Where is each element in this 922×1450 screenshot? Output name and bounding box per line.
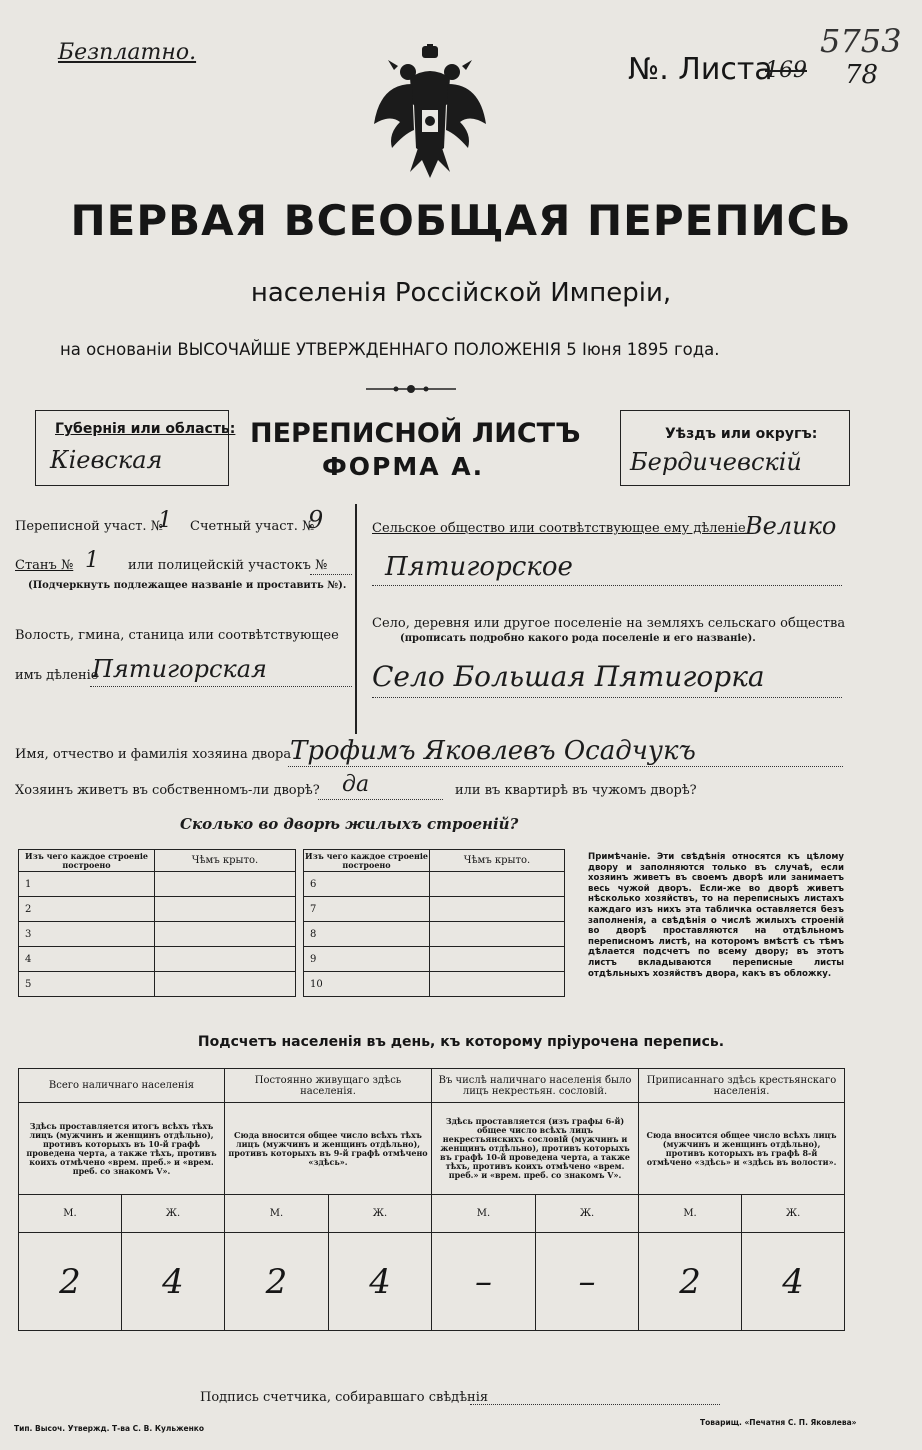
society-value-line [372,585,842,586]
count-area-value: 9 [308,506,324,534]
owner-name-label: Имя, отчество и фамилія хозяина двора [15,747,292,762]
building-row: 6 [304,872,430,897]
other-yard-label: или въ квартирѣ въ чужомъ дворѣ? [455,783,697,798]
form-name: ФОРМА А. [322,452,485,481]
building-row: 10 [304,972,430,997]
double-headed-eagle-icon [370,44,490,184]
permanent-male-count: 2 [225,1233,329,1331]
group-head-total: Всего наличнаго населенія [19,1069,225,1103]
subtitle: населенія Россійской Имперіи, [250,278,672,308]
group-desc-permanent: Сюда вносится общее число всѣхъ тѣхъ лицъ (мужчинъ и женщинъ отдѣльно), противъ которыхъ въ 9-й графѣ отмѣчено «здѣсь». [225,1103,432,1195]
own-yard-label: Хозяинъ живетъ въ собственномъ-ли дворѣ? [15,783,320,798]
sex-male-header: М. [225,1195,329,1233]
building-row: 4 [19,947,155,972]
village-label: Село, деревня или другое поселеніе на земляхъ сельскаго общества [372,616,846,631]
sex-female-header: Ж. [122,1195,225,1233]
volost-value: Пятигорская [92,655,267,683]
ornament-divider [366,383,456,395]
signature-label: Подпись счетчика, собиравшаго свѣдѣнія [200,1390,489,1405]
peasant-female-count: 4 [742,1233,845,1331]
non-peasant-male-count: – [432,1233,536,1331]
volost-label: Волость, гмина, станица или соотвѣтствующее [15,628,339,643]
total-male-count: 2 [19,1233,122,1331]
underline-note: (Подчеркнуть подлежащее названіе и проставить №). [28,580,347,591]
col-roof-header-2: Чѣмъ крыто. [430,850,565,872]
buildings-note: Примѣчаніе. Эти свѣдѣнія относятся къ цѣлому двору и заполняются только въ случаѣ, если хозяинъ живетъ въ своемъ дворѣ или занимаетъ весь чужой дворъ. Если-же во дворѣ живетъ нѣсколько хозяйствъ, то на переписныхъ листахъ каждаго изъ нихъ эта табличка оставляется безъ заполненія, а свѣдѣнія о числѣ жилыхъ строеній во дворѣ проставляются на отдѣльномъ переписномъ листѣ, на которомъ вмѣстѣ съ тѣмъ дѣлается подсчетъ по всему двору; въ этотъ листъ вкладываются переписные листы отдѣльныхъ хозяйствъ двора, какъ въ обложку. [588,852,844,979]
group-head-permanent: Постоянно живущаго здѣсь населенія. [225,1069,432,1103]
society-value-2: Пятигорское [385,552,573,582]
own-yard-value: да [342,772,370,797]
field-block-divider [355,504,357,734]
census-sheet-title: ПЕРЕПИСНОЙ ЛИСТЪ [250,418,581,449]
peasant-male-count: 2 [639,1233,742,1331]
guberniya-label: Губернія или область: [55,421,236,437]
uezd-label: Уѣздъ или округъ: [665,426,818,442]
village-value-line [372,697,842,698]
sex-male-header: М. [432,1195,536,1233]
police-value-line [310,574,352,575]
building-row: 3 [19,922,155,947]
population-table [18,1068,845,1331]
volost-value-line [90,686,352,687]
group-head-peasant: Приписаннаго здѣсь крестьянскаго населенія. [639,1069,845,1103]
stan-value: 1 [85,548,99,573]
sheet-number-label: №. Листа [628,52,773,87]
signature-line [470,1404,720,1405]
building-row: 9 [304,947,430,972]
count-area-label: Счетный участ. № [190,519,315,534]
decree-line: на основаніи ВЫСОЧАЙШЕ УТВЕРЖДЕННАГО ПОЛОЖЕНІЯ 5 Іюня 1895 года. [60,340,720,359]
volost-label-2: имъ дѣленіе [15,668,99,683]
group-desc-total: Здѣсь проставляется итогъ всѣхъ тѣхъ лицъ (мужчинъ и женщинъ отдѣльно), противъ которыхъ въ 10-й графѣ проведена черта, а также тѣхъ, противъ коихъ отмѣчено «врем. преб.» и «врем. преб. со знакомъ V». [19,1103,225,1195]
buildings-question: Сколько во дворѣ жилыхъ строеній? [180,815,519,833]
stan-label: Станъ № [15,558,74,573]
sex-female-header: Ж. [742,1195,845,1233]
sheet-number-crossed: 169 [765,58,807,83]
building-row: 2 [19,897,155,922]
village-value: Село Большая Пятигорка [372,660,765,693]
owner-name-line [288,766,843,767]
sex-male-header: М. [19,1195,122,1233]
society-label: Сельское общество или соотвѣтствующее ему дѣленіе [372,521,746,536]
sex-female-header: Ж. [536,1195,639,1233]
owner-name-value: Трофимъ Яковлевъ Осадчукъ [290,736,696,766]
building-row: 8 [304,922,430,947]
col-roof-header: Чѣмъ крыто. [155,850,296,872]
buildings-table-right [303,849,565,997]
census-area-label: Переписной участ. № [15,519,163,534]
col-material-header-2: Изъ чего каждое строеніе построено [305,850,428,870]
sex-female-header: Ж. [329,1195,432,1233]
group-desc-peasant: Сюда вносится общее число всѣхъ лицъ (мужчинъ и женщинъ отдѣльно), противъ которыхъ въ графѣ 8-й отмѣчено «здѣсь» и «здѣсь въ волости». [639,1103,845,1195]
printer-left: Тип. Высоч. Утвержд. Т-ва С. В. Кульженко [14,1424,205,1433]
non-peasant-female-count: – [536,1233,639,1331]
archive-number: 5753 [820,22,902,60]
guberniya-value: Кіевская [50,446,163,474]
village-note: (прописать подробно какого рода поселеніе и его названіе). [400,633,756,644]
society-value-1: Велико [745,512,837,540]
permanent-female-count: 4 [329,1233,432,1331]
sex-male-header: М. [639,1195,742,1233]
building-row: 7 [304,897,430,922]
group-head-non-peasant: Въ числѣ наличнаго населенія было лицъ некрестьян. сословій. [432,1069,639,1103]
free-label: Безплатно. [58,40,197,65]
buildings-table-left [18,849,296,997]
group-desc-non-peasant: Здѣсь проставляется (изъ графы 6-й) общее число всѣхъ лицъ некрестьянскихъ сословій (мужчинъ и женщинъ отдѣльно), противъ которыхъ въ графѣ 10-й проведена черта, а также тѣхъ, противъ коихъ отмѣчено «врем. преб.» и «врем. преб. со знакомъ V». [432,1103,639,1195]
population-title: Подсчетъ населенія въ день, къ которому пріурочена перепись. [197,1034,725,1050]
printer-right: Товарищ. «Печатня С. П. Яковлева» [700,1418,857,1427]
building-row: 1 [19,872,155,897]
sheet-number-value: 78 [845,60,879,90]
uezd-value: Бердичевскій [630,448,802,476]
building-row: 5 [19,972,155,997]
police-label: или полицейскій участокъ № [128,558,328,573]
col-material-header: Изъ чего каждое строеніе построено [19,850,155,872]
own-yard-line [318,799,443,800]
total-female-count: 4 [122,1233,225,1331]
census-area-value: 1 [158,508,172,533]
main-title: ПЕРВАЯ ВСЕОБЩАЯ ПЕРЕПИСЬ [70,196,852,245]
